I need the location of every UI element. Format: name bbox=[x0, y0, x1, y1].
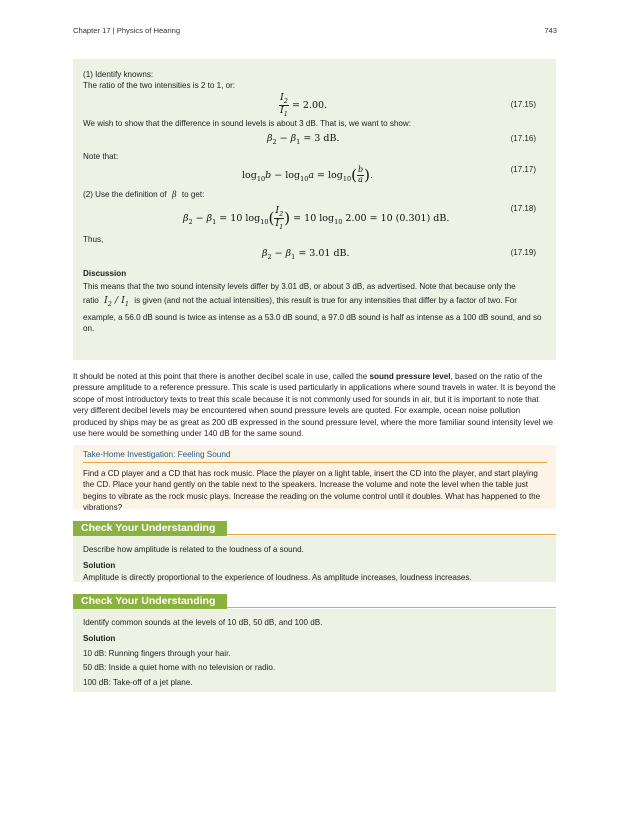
cyu1-solution-heading: Solution bbox=[83, 561, 116, 571]
cyu2-item: 50 dB: Inside a quiet home with no television or radio. bbox=[83, 663, 276, 673]
cyu2-question: Identify common sounds at the levels of 10 dB, 50 dB, and 100 dB. bbox=[83, 618, 323, 627]
eq-number: (17.15) bbox=[510, 99, 536, 109]
cyu-tab-1: Check Your Understanding bbox=[73, 521, 227, 536]
cyu1-solution: Amplitude is directly proportional to the experience of loudness. As amplitude increases, loudness increases. bbox=[83, 572, 472, 582]
eq1718-rhs: 2.00 = 10 (0.301) dB. bbox=[345, 213, 450, 225]
show-text: We wish to show that the difference in sound levels is about 3 dB. That is, we want to show: bbox=[83, 118, 411, 128]
example-box bbox=[73, 59, 556, 360]
step2-text: (2) Use the definition of β to get: bbox=[83, 188, 205, 199]
cyu2-solution-heading: Solution bbox=[83, 634, 116, 644]
take-home-investigation bbox=[73, 445, 556, 513]
discussion-line-2: ratio $I_2 / I_1$ is given (and not the actual intensities), this result is true for any intensities that differ by a factor of two. For bbox=[83, 294, 517, 308]
take-home-title: Take-Home Investigation: Feeling Sound bbox=[83, 449, 547, 463]
chapter-title: Chapter 17 | Physics of Hearing bbox=[73, 26, 181, 35]
cyu-rule-2 bbox=[227, 607, 556, 608]
eq-number: (17.17) bbox=[510, 164, 536, 174]
step1-heading: (1) Identify knowns: bbox=[83, 70, 154, 79]
thus-text: Thus, bbox=[83, 235, 104, 245]
sound-pressure-paragraph: It should be noted at this point that there is another decibel scale in use, called the sound pressure level, based on the ratio of the pressure amplitude to a reference pressure. This scale is used particularly in applications where sound travels in water. It is beyond the scope of most introductory texts to treat this scale because it is not commonly used for sounds in air, but it is important to note that very different decibel levels may be encountered when sound pressure levels are quoted. For example, ocean noise pollution produced by ships may be as great as 200 dB expressed in the sound pressure level, where the more familiar sound intensity level we use here would be something under 140 dB for the same sound. bbox=[73, 372, 556, 439]
eq1716-rhs: = 3 dB. bbox=[303, 133, 340, 145]
discussion-line-3: example, a 56.0 dB sound is twice as intense as a 53.0 dB sound, a 97.0 dB sound is half as intense as a 100 dB sound, and so on. bbox=[83, 312, 542, 334]
eq1718-mid: = 10 log bbox=[293, 213, 335, 225]
equation-17-19: $\beta_2 - \beta_1 = 3.01$ dB. (17.19) bbox=[262, 247, 536, 261]
cyu2-item: 10 dB: Running fingers through your hair. bbox=[83, 648, 231, 658]
equation-17-16: $\beta_2 - \beta_1 = 3$ dB. (17.16) bbox=[267, 133, 536, 147]
cyu-box-2 bbox=[73, 609, 556, 692]
eq-number: (17.18) bbox=[510, 204, 536, 214]
take-home-text: Find a CD player and a CD that has rock music. Place the player on a light table, insert the CD into the player, and start playing the CD. Place your hand gently on the table next to the speakers. Increase the volume and note the level when the table just begins to vibrate as the rock music plays. Increase the reading on the volume control until it doubles. What has happened to the vibrations? bbox=[83, 468, 541, 513]
equation-17-18: $\beta_2 - \beta_1 = 10$ $\log_{10}$( $\frac{I_2}{I_1}$ ) = 10 $\log_{10} 2.00 = 10$ (0.301) dB. (17.18) bbox=[183, 204, 536, 232]
discussion-line-1: This means that the two sound intensity levels differ by 3.01 dB, or about 3 dB, as advertised. Note that because only the bbox=[83, 282, 516, 292]
cyu-box-1 bbox=[73, 536, 556, 582]
equation-17-17: $\log_{10}b - \log_{10}a = \log_{10}$( $\frac{b}{a}$ ). (17.17) bbox=[242, 164, 536, 185]
eq1715-value: = 2.00. bbox=[291, 100, 328, 111]
page-number: 743 bbox=[544, 26, 557, 35]
cyu-rule-1 bbox=[227, 534, 556, 535]
discussion-heading: Discussion bbox=[83, 268, 127, 278]
eq1719-rhs: = 3.01 dB. bbox=[298, 247, 350, 259]
sound-pressure-level-term: sound pressure level bbox=[369, 372, 451, 381]
note-text: Note that: bbox=[83, 152, 119, 162]
eq-number: (17.16) bbox=[510, 134, 536, 144]
cyu2-item: 100 dB: Take-off of a jet plane. bbox=[83, 677, 193, 687]
equation-17-15: $\frac{I_2}{I_1}$ = 2.00. (17.15) bbox=[280, 91, 536, 118]
eq-number: (17.19) bbox=[510, 247, 536, 257]
cyu-tab-2: Check Your Understanding bbox=[73, 594, 227, 609]
step1-text: The ratio of the two intensities is 2 to 1, or: bbox=[83, 81, 236, 91]
cyu1-question: Describe how amplitude is related to the loudness of a sound. bbox=[83, 545, 304, 554]
